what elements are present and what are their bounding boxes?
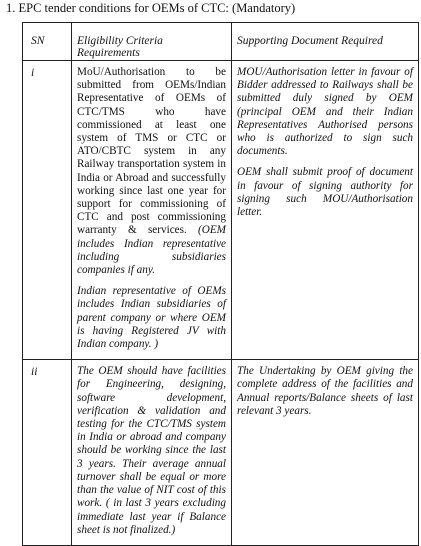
criteria-cell bbox=[72, 61, 232, 360]
row-sn: i bbox=[23, 61, 72, 360]
criteria-paragraph: Indian representative of OEMs includes Indian subsidiaries of parent company or where OEM is having Registered JV with Indian company. ) bbox=[77, 285, 226, 351]
document-paragraph: MOU/Authorisation letter in favour of Bidder addressed to Railways shall be submitted duly signed by OEM (principal OEM and their Indian Representatives Authorised persons who is authorized to sign such documents. bbox=[237, 66, 413, 158]
document-cell bbox=[232, 360, 419, 546]
criteria-paragraph bbox=[77, 66, 226, 277]
header-document: Supporting Document Required bbox=[232, 23, 419, 61]
criteria-cell bbox=[72, 360, 232, 546]
criteria-note: (OEM includes Indian representative including subsidiaries companies if any. bbox=[77, 224, 226, 277]
header-sn: SN bbox=[23, 23, 72, 61]
eligibility-table bbox=[22, 22, 419, 546]
row-sn: ii bbox=[23, 360, 72, 546]
document-cell bbox=[232, 61, 419, 360]
document-paragraph: The Undertaking by OEM giving the complete address of the facilities and Annual reports/Balance sheets of last relevant 3 years. bbox=[237, 365, 413, 417]
document-paragraph: OEM shall submit proof of document in favour of signing authority for signing such MOU/Authorisation letter. bbox=[237, 166, 413, 219]
table-row bbox=[23, 61, 419, 360]
header-criteria: Eligibility Criteria Requirements bbox=[72, 23, 232, 61]
criteria-paragraph: The OEM should have facilities for Engineering, designing, software development, verification & validation and testing for the CTC/TMS system in India or abroad and company should be working since the last 3 years. Their average annual turnover shall be equal or more than the value of NIT cost of this work. ( in last 3 years excluding immediate last year if Balance sheet is not finalized.) bbox=[77, 365, 226, 536]
document-heading: 1. EPC tender conditions for OEMs of CTC: (Mandatory) bbox=[6, 1, 296, 15]
criteria-text: MoU/Authorisation to be submitted from OEMs/Indian Representative of OEMs of CTC/TMS who have commissioned at least one system of TMS or CTC or ATO/CBTC system in any Railway transportation system in India or Abroad and successfully working since last one year for support for commissioning of CTC and post commissioning warranty & services. bbox=[77, 66, 226, 237]
table-row bbox=[23, 360, 419, 546]
table-header-row bbox=[23, 23, 419, 61]
